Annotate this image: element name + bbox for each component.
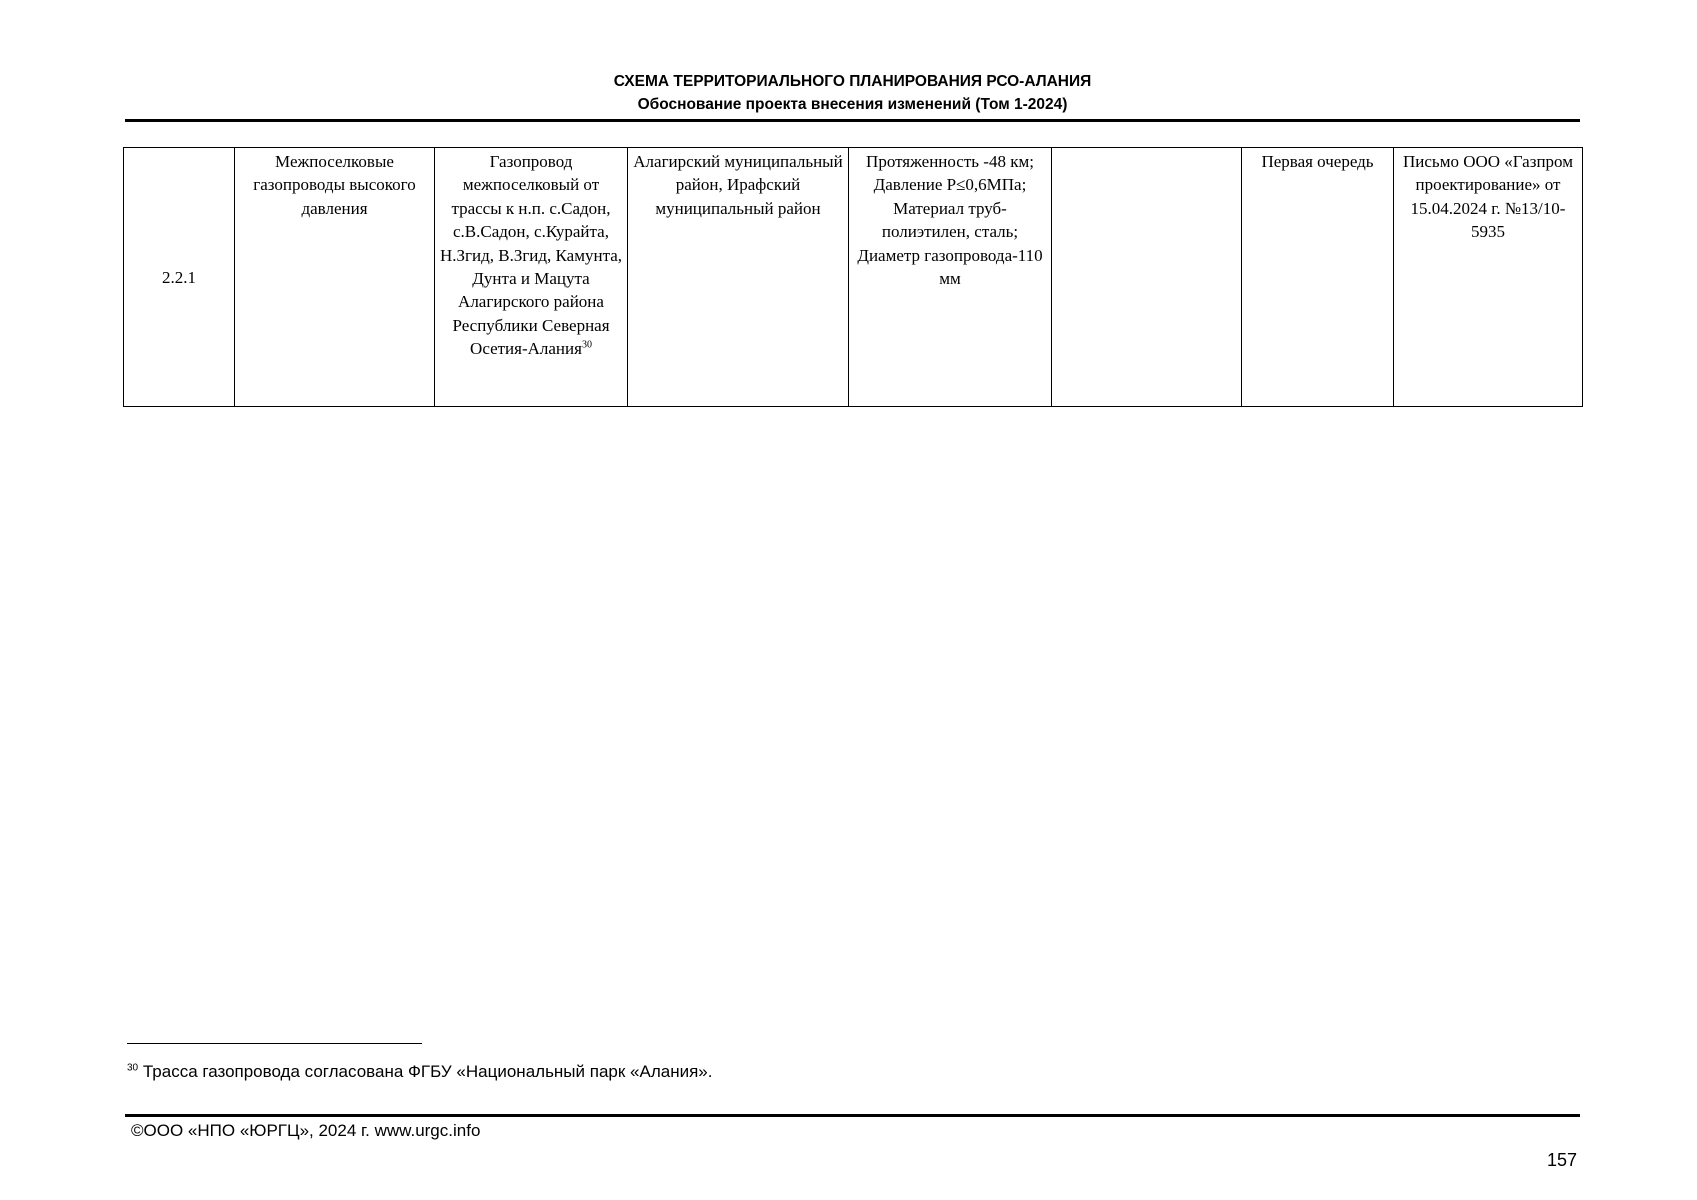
- table-row: [124, 148, 1583, 407]
- footer-divider: [125, 1114, 1580, 1117]
- cell-number: 2.2.1: [124, 148, 235, 407]
- cell-name-text: Газопровод межпоселковый от трассы к н.п. с.Садон, с.В.Садон, с.Курайта, Н.Згид, В.Згид, Камунта, Дунта и Мацута Алагирского района Республики Северная Осетия-Алания: [439, 152, 623, 359]
- cell-location: Алагирский муниципальный район, Ирафский муниципальный район: [628, 148, 849, 407]
- cell-characteristics: Протяженность -48 км; Давление Р≤0,6МПа; Материал труб-полиэтилен, сталь; Диаметр газопровода-110 мм: [849, 148, 1052, 407]
- footnote-divider: [127, 1043, 422, 1044]
- objects-table: [123, 147, 1583, 407]
- footnote-number: 30: [127, 1062, 139, 1074]
- footnote-text: Трасса газопровода согласована ФГБУ «Национальный парк «Алания».: [142, 1062, 713, 1081]
- page-number: 157: [1546, 1150, 1577, 1170]
- cell-empty: [1052, 148, 1242, 407]
- footer-copyright: ©ООО «НПО «ЮРГЦ», 2024 г. www.urgc.info: [131, 1121, 481, 1140]
- cell-stage: Первая очередь: [1242, 148, 1394, 407]
- document-header: [125, 70, 1580, 116]
- header-title: СХЕМА ТЕРРИТОРИАЛЬНОГО ПЛАНИРОВАНИЯ РСО-АЛАНИЯ: [613, 73, 1092, 90]
- cell-basis: Письмо ООО «Газпром проектирование» от 15.04.2024 г. №13/10-5935: [1394, 148, 1583, 407]
- footnote: [127, 1061, 1427, 1083]
- header-subtitle: Обоснование проекта внесения изменений (Том 1-2024): [637, 96, 1068, 113]
- cell-name: [435, 148, 628, 407]
- footnote-ref[interactable]: 30: [581, 339, 592, 351]
- header-divider: [125, 119, 1580, 122]
- cell-type: Межпоселковые газопроводы высокого давления: [235, 148, 435, 407]
